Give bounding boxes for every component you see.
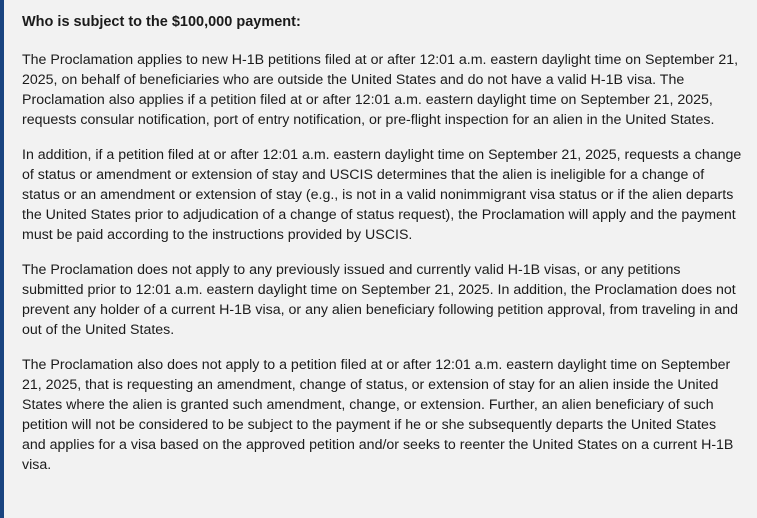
section-heading: Who is subject to the $100,000 payment:	[22, 14, 301, 30]
panel-content	[22, 12, 742, 490]
paragraph-applies: The Proclamation applies to new H-1B petitions filed at or after 12:01 a.m. eastern daylight time on September 21, 2025, on behalf of beneficiaries who are outside the United States and do not have a valid H-1B visa. The Proclamation also applies if a petition filed at or after 12:01 a.m. eastern daylight time on September 21, 2025, requests consular notification, port of entry notification, or pre-flight inspection for an alien in the United States.	[22, 52, 739, 128]
paragraph-change-of-status: In addition, if a petition filed at or after 12:01 a.m. eastern daylight time on September 21, 2025, requests a change of status or amendment or extension of stay and USCIS determines that the alien is ineligible for a change of status or an amendment or extension of stay (e.g., is not in a valid nonimmigrant visa status or if the alien departs the United States prior to adjudication of a change of status request), the Proclamation will apply and the payment must be paid according to the instructions provided by USCIS.	[22, 147, 742, 243]
paragraph-does-not-apply: The Proclamation does not apply to any previously issued and currently valid H-1B visas, or any petitions submitted prior to 12:01 a.m. eastern daylight time on September 21, 2025. In addition, the Proclamation does not prevent any holder of a current H-1B visa, or any alien beneficiary following petition approval, from traveling in and out of the United States.	[22, 262, 739, 338]
paragraph-amendment-exemption: The Proclamation also does not apply to a petition filed at or after 12:01 a.m. eastern daylight time on September 21, 2025, that is requesting an amendment, change of status, or extension of stay for an alien inside the United States where the alien is granted such amendment, change, or extension. Further, an alien beneficiary of such petition will not be considered to be subject to the payment if he or she subsequently departs the United States and applies for a visa based on the approved petition and/or seeks to reenter the United States on a current H-1B visa.	[22, 357, 734, 473]
